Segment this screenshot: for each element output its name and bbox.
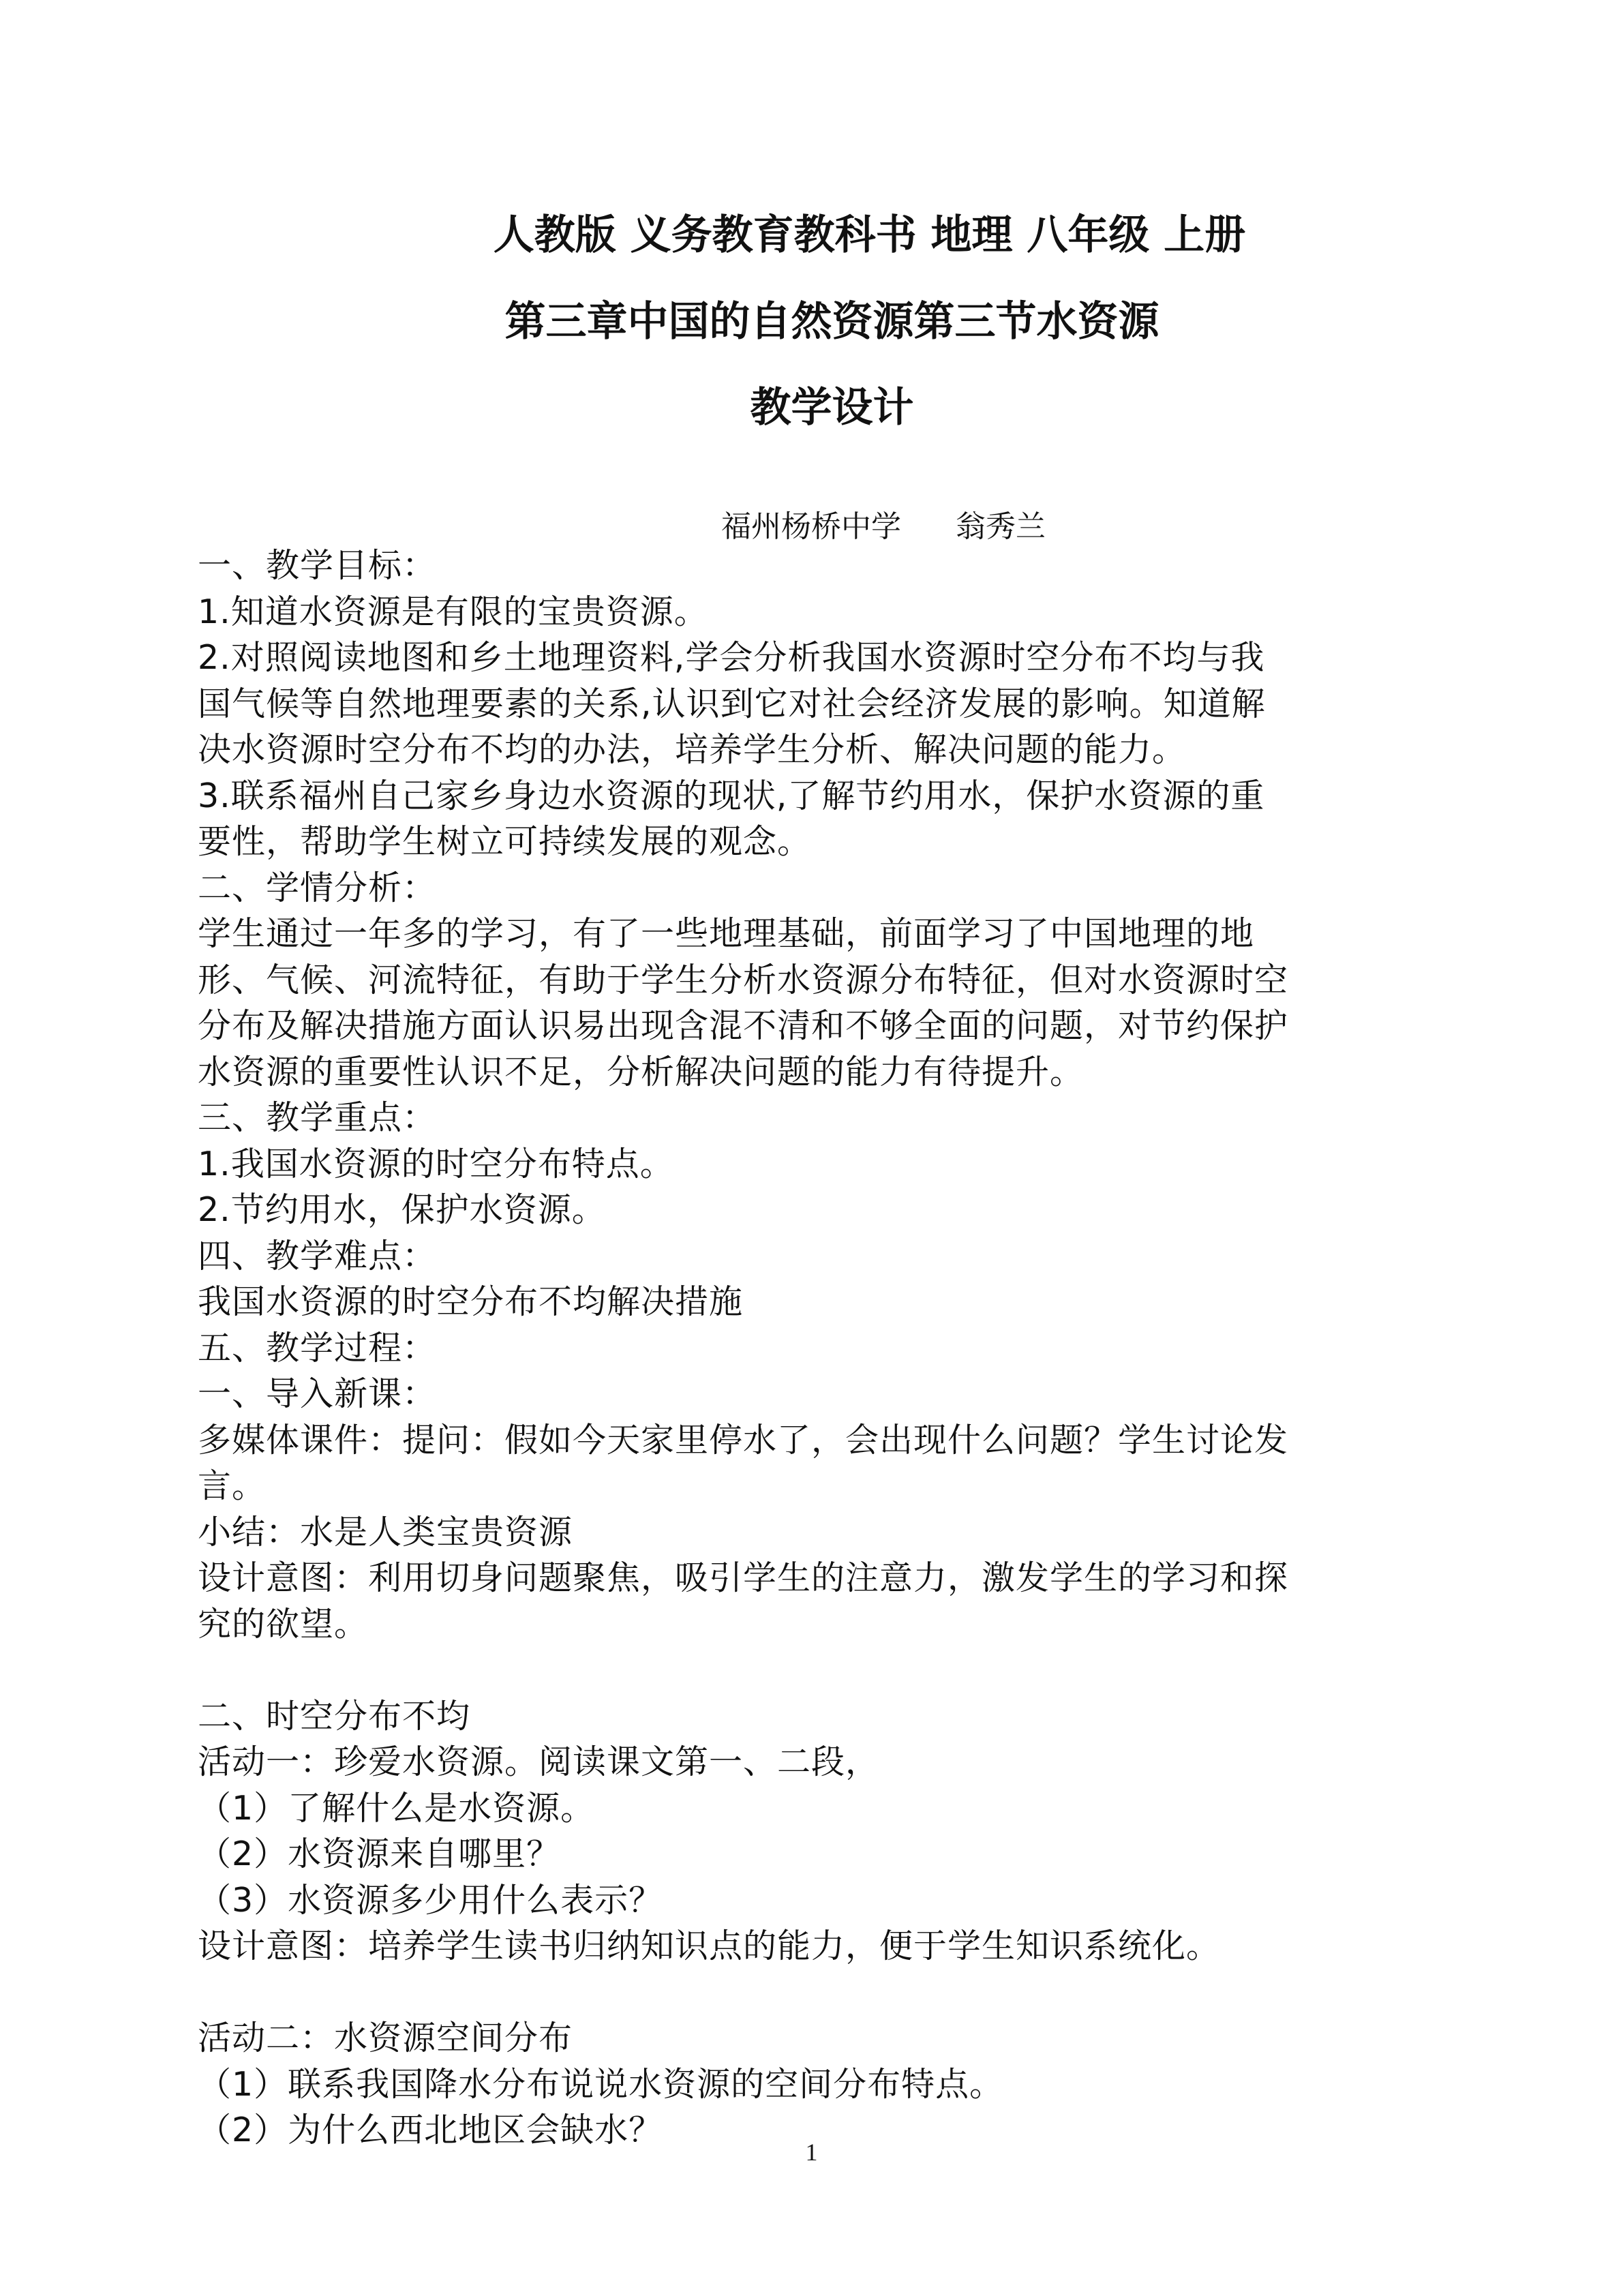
author-name: 翁秀兰 (956, 509, 1046, 544)
body-line: （1）联系我国降水分布说说水资源的空间分布特点。 (198, 2064, 1004, 2104)
document-title-textbook: 人教版 义务教育教科书 地理 八年级 上册 (493, 211, 1246, 259)
body-line: （2）水资源来自哪里？ (198, 1834, 561, 1873)
body-line: 学生通过一年多的学习，有了一些地理基础，前面学习了中国地理的地 (198, 914, 1255, 953)
body-line: 四、教学难点： (198, 1236, 437, 1275)
body-line: 水资源的重要性认识不足，分析解决问题的能力有待提升。 (198, 1052, 1084, 1091)
page-number: 1 (805, 2139, 818, 2166)
body-line: 一、导入新课： (198, 1374, 437, 1413)
body-line: 五、教学过程： (198, 1328, 437, 1368)
body-line: （2）为什么西北地区会缺水？ (198, 2111, 663, 2149)
body-line: （3）水资源多少用什么表示？ (198, 1880, 663, 1920)
body-line (198, 1647, 1425, 1693)
body-line: 活动一：珍爱水资源。阅读课文第一、二段， (198, 1742, 880, 1781)
body-line: 分布及解决措施方面认识易出现含混不清和不够全面的问题，对节约保护 (198, 1006, 1289, 1045)
body-line: 国气候等自然地理要素的关系,认识到它对社会经济发展的影响。知道解 (198, 684, 1266, 723)
document-title-type: 教学设计 (750, 384, 914, 432)
body-line: 设计意图：利用切身问题聚焦，吸引学生的注意力，激发学生的学习和探 (198, 1558, 1289, 1597)
body-line: 活动二：水资源空间分布 (198, 2019, 573, 2057)
body-line: 言。 (198, 1466, 267, 1505)
body-line: 1.我国水资源的时空分布特点。 (198, 1144, 674, 1183)
body-line: 究的欲望。 (198, 1604, 369, 1644)
body-line: 设计意图：培养学生读书归纳知识点的能力，便于学生知识系统化。 (198, 1927, 1221, 1965)
body-line (198, 1969, 1425, 2016)
body-line: 一、教学目标： (198, 546, 437, 585)
body-line: 2.对照阅读地图和乡土地理资料,学会分析我国水资源时空分布不均与我 (198, 638, 1265, 677)
document-title-chapter: 第三章中国的自然资源第三节水资源 (504, 298, 1159, 346)
body-line: 2.节约用水，保护水资源。 (198, 1190, 606, 1229)
author-school: 福州杨桥中学 (721, 509, 901, 544)
body-line: 决水资源时空分布不均的办法，培养学生分析、解决问题的能力。 (198, 730, 1187, 769)
body-line: 小结：水是人类宝贵资源 (198, 1512, 573, 1552)
body-line: 多媒体课件：提问：假如今天家里停水了，会出现什么问题？学生讨论发 (198, 1420, 1289, 1460)
body-line: 我国水资源的时空分布不均解决措施 (198, 1282, 744, 1321)
body-line: 3.联系福州自己家乡身边水资源的现状,了解节约用水，保护水资源的重 (198, 776, 1265, 815)
body-line: 二、时空分布不均 (198, 1696, 471, 1736)
body-line: 三、教学重点： (198, 1098, 437, 1137)
body-line: 形、气候、河流特征，有助于学生分析水资源分布特征，但对水资源时空 (198, 960, 1289, 999)
body-line: （1）了解什么是水资源。 (198, 1788, 595, 1828)
body-line: 二、学情分析： (198, 868, 437, 907)
body-line: 要性，帮助学生树立可持续发展的观念。 (198, 822, 812, 861)
body-line: 1.知道水资源是有限的宝贵资源。 (198, 592, 708, 631)
document-body (198, 543, 1425, 2154)
